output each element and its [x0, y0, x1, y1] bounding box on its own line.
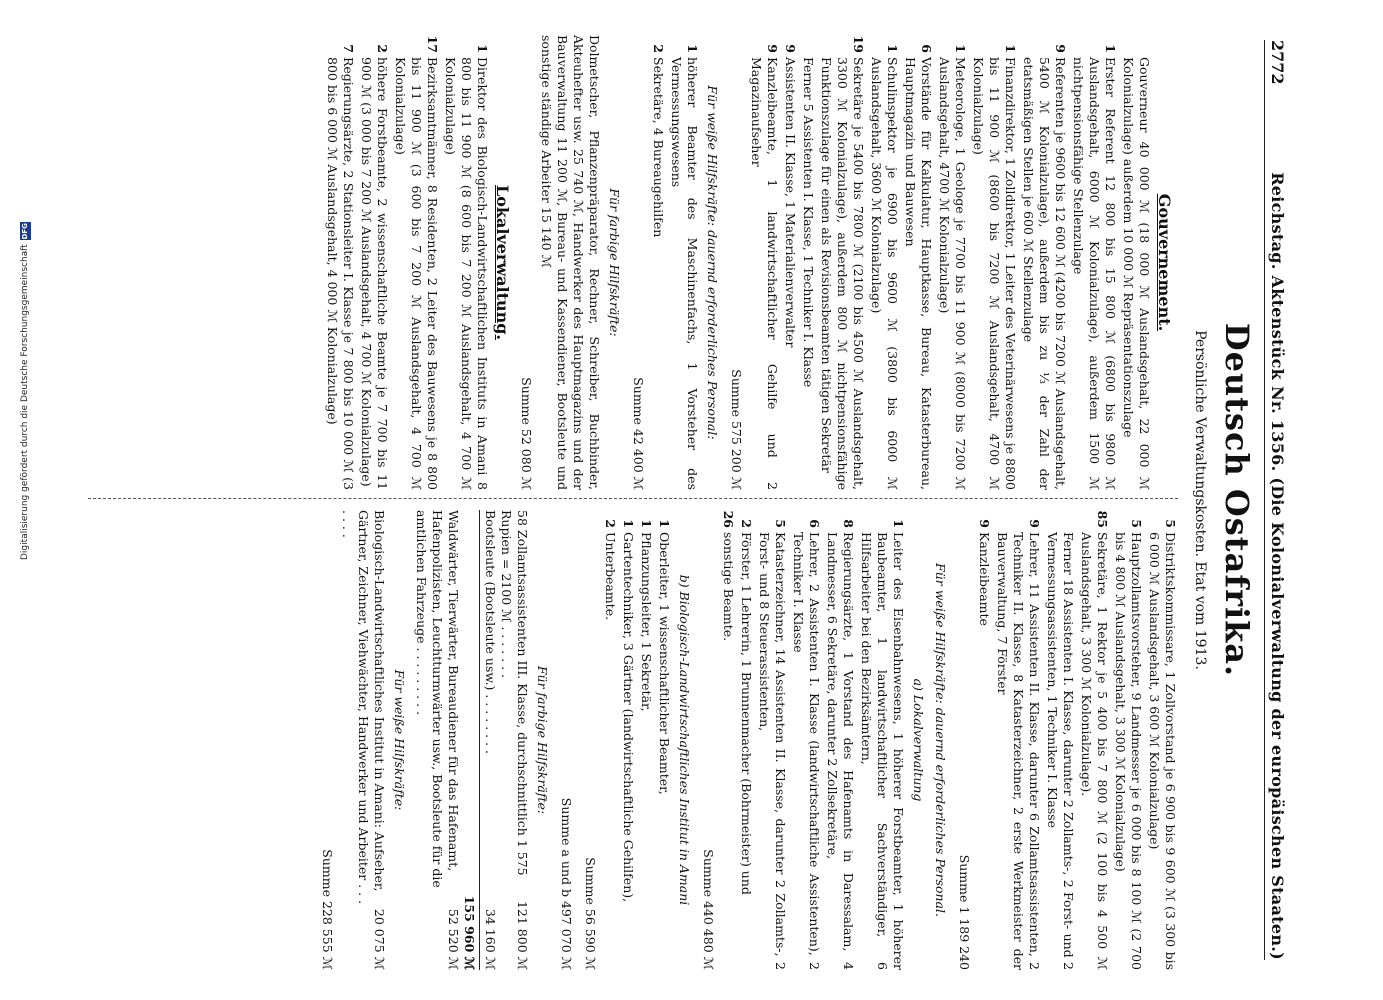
item-count: 5 [773, 519, 788, 528]
list-item [868, 35, 900, 490]
item-count: 1 [685, 44, 700, 53]
item-text: Erster Referent 12 800 bis 15 800 ℳ (6800 bis 9800 ℳ Auslandsgehalt, 6000 ℳ Kolonialzulage), außerdem 1500 ℳ nichtpensionsfähige Stellenzulage [1071, 57, 1118, 490]
item-count [1044, 510, 1076, 528]
item-count: 1 [885, 44, 900, 53]
item-text: Lehrer, 11 Assistenten II. Klasse, darunter 6 Zollamtsassistenten, 2 Techniker II. Klasse, 8 Katasterzeichner, 2 erste Werkmeister der Bauverwaltung, 7 Förster [995, 532, 1042, 970]
sum-row-label: 58 Zollamtsassistenten III. Klasse, durchschnittlich 1 575 Rupien = 2100 ℳ . . . . . . . [499, 510, 530, 876]
item-text: Regierungsärzte, 1 Vorstand des Hafenamts in Daressalam, 4 Landmesser, 6 Sekretäre, darunter 2 Zollsekretäre, [825, 532, 856, 970]
section-heading-farbige: Für farbige Hilfskräfte: [535, 665, 550, 815]
item-count: 6 [807, 519, 822, 528]
list-item [824, 510, 856, 970]
item-count: 26 [721, 510, 736, 528]
item-text: Direktor des Biologisch-Landwirtschaftlichen Instituts in Amani 8 800 bis 11 900 ℳ (8 600 bis 7 200 ℳ Auslandsgehalt, 4 700 ℳ Kolonialzulage) [443, 57, 490, 490]
list-item [602, 510, 618, 970]
item-count: 9 [1027, 519, 1042, 528]
list-item [902, 35, 934, 490]
item-count [1120, 35, 1152, 53]
item-text: Sekretäre, 1 Rektor je 5 400 bis 7 800 ℳ (2 100 bis 4 500 ℳ Auslandsgehalt, 3 300 ℳ Kolonialzulage). [1079, 532, 1110, 970]
item-count: 1 [891, 519, 906, 528]
list-item [748, 35, 780, 490]
list-item [720, 510, 736, 970]
item-count: 1 [621, 519, 636, 528]
final-sum: Summe 228 555 ℳ [320, 849, 335, 970]
section-heading-farbige: Für farbige Hilfskräfte: [607, 188, 622, 337]
list-item [656, 510, 672, 970]
farbige-rows [482, 510, 530, 970]
right-column [311, 510, 1178, 970]
item-text: Pflanzungsleiter, 1 Sekretär, [639, 532, 654, 712]
sum: Summe 52 080 ℳ [519, 377, 534, 490]
sum: Summe 575 200 ℳ [729, 369, 744, 490]
left-weisse-items [650, 35, 700, 490]
list-item [790, 510, 822, 970]
item-count: 5 [1163, 519, 1178, 528]
section-heading-weisse: Für weiße Hilfskräfte: dauernd erforderliches Personal. [933, 563, 948, 917]
item-text: höherer Beamter des Maschinenfachs, 1 Vorsteher des Vermessungswesens [669, 57, 700, 490]
subsection-heading-b: b) Biologisch-Landwirtschaftliches Institut in Amani [677, 574, 692, 906]
wald-row [413, 510, 461, 970]
item-text: Unterbeamte. [603, 532, 618, 621]
item-count: 9 [977, 519, 992, 528]
wald-text: Waldwärter, Tierwärter, Bureaudiener für das Hafenamt, Hafenpolizisten, Leuchtturmwärter usw., Bootsleute für die amtlichen Fahrzeuge . . . . . . . . . [414, 510, 461, 888]
list-item [994, 510, 1042, 970]
item-text: Ferner 18 Assistenten I. Klasse, darunter 2 Zollamts-, 2 Forst- und 2 Vermessungsassistenten, 1 Techniker I. Klasse [1045, 532, 1076, 970]
subsection-heading-a: a) Lokalverwaltung [911, 678, 926, 802]
item-text: Oberleiter, 1 wissenschaftlicher Beamter, [657, 532, 672, 795]
list-item [970, 35, 1018, 490]
item-text: Förster, 1 Lehrerin, 1 Brunnenmacher (Bohrmeister) und [739, 532, 754, 895]
item-text: Kanzleibeamte [977, 532, 992, 626]
item-text: Lehrer, 2 Assistenten I. Klasse (landwirtschaftliche Assistenten), 2 Techniker I. Klasse [791, 532, 822, 970]
left-items [748, 35, 1152, 490]
item-count: 1 [953, 44, 968, 53]
sum-row [482, 510, 498, 970]
item-text: Schulinspektor je 6900 bis 9600 ℳ (3800 bis 6000 ℳ Auslandsgehalt, 3600 ℳ Kolonialzulage) [869, 57, 900, 490]
list-item [392, 35, 440, 490]
item-text: Hauptzollamtsvorsteher, 9 Landmesser je 6 000 bis 8 100 ℳ (2 700 bis 4 800 ℳ Auslandsgehalt, 3 300 ℳ Kolonialzulage) [1113, 532, 1144, 970]
list-item [936, 35, 968, 490]
running-title: Reichstag. Aktenstück Nr. 1356. (Die Kolonialverwaltung der europäischen Staaten.) [1268, 172, 1287, 960]
sum: Summe 1 189 240 [957, 854, 972, 970]
left-column [322, 35, 1178, 490]
list-item [1070, 35, 1118, 490]
item-count: 1 [1103, 44, 1118, 53]
right-a-items [720, 510, 906, 970]
list-item [620, 510, 636, 970]
item-count: 1 [639, 519, 654, 528]
list-item [1044, 510, 1076, 970]
item-text: Finanzdirektor, 1 Zolldirektor, 1 Leiter des Veterinärwesens je 8800 bis 11 900 ℳ (8600 bis 7200 ℳ Auslandsgehalt, 4700 ℳ Kolonialzulage) [971, 57, 1018, 490]
list-item [1120, 35, 1152, 490]
item-text: Sekretäre, 4 Bureaugehilfen [651, 57, 666, 238]
item-text: Distriktskommissare, 1 Zollvorstand je 6 900 bis 9 600 ℳ (3 300 bis 6 000 ℳ Auslandsgehalt, 3 600 ℳ Kolonialzulage) [1147, 532, 1178, 970]
item-text: Kanzleibeamte, 1 landwirtschaftlicher Gehilfe und 2 Magazinaufseher [749, 57, 780, 490]
list-item [1112, 510, 1144, 970]
sum: Summe 42 400 ℳ [631, 377, 646, 490]
item-text: Assistenten II. Klasse, 1 Materialienverwalter [783, 57, 798, 348]
item-count: 85 [1095, 510, 1110, 528]
main-title: Deutsch Ostafrika. [1218, 322, 1256, 678]
paragraph: Dolmetscher, Pflanzenpräparator, Rechner, Schreiber, Buchbinder, Akteuhefter usw. 25 740 ℳ, Handwerker des Hauptmagazins und der Bauverwaltung 11 200 ℳ, Bureau- und Kassendiener, Bootsleute und sonstige ständige Arbeiter 15 140 ℳ [539, 35, 602, 490]
list-item [818, 35, 866, 490]
item-text: Sekretäre je 5400 bis 7800 ℳ (2100 bis 4500 ℳ Auslandsgehalt, 3300 ℳ Kolonialzulage), außerdem 800 ℳ nichtpensionsfähige Funktionszulage für einen als Revisionsbeamten tätigen Sekretär [819, 57, 866, 490]
credit-text: Digitalisierung gefördert durch die Deutsche Forschungsgemeinschaft [20, 244, 30, 560]
list-item [1078, 510, 1110, 970]
bio-value: 20 075 ℳ [372, 908, 387, 970]
list-item [1146, 510, 1178, 970]
subtitle: Persönliche Verwaltungskosten. Etat vom 1913. [1192, 330, 1208, 670]
item-text: Katasterzeichner, 14 Assistenten II. Klasse, darunter 2 Zollamts-, 2 Forst- und 8 Steuerassistenten, [757, 532, 788, 970]
item-text: Meteorologe, 1 Geologe je 7700 bis 11 900 ℳ (8000 bis 7200 ℳ Auslandsgehalt, 4700 ℳ Kolonialzulage) [937, 57, 968, 490]
item-text: Regierungsärzte, 2 Stationsleiter I. Klasse je 7 800 bis 10 000 ℳ (3 800 bis 6 000 ℳ Auslandsgehalt, 4 000 ℳ Kolonialzulage) [325, 57, 356, 490]
item-count: 2 [739, 519, 754, 528]
sum: Summe 440 480 ℳ [701, 849, 716, 970]
item-count: 2 [651, 44, 666, 53]
item-count: 9 [1053, 44, 1068, 53]
item-count: 2 [603, 519, 618, 528]
page-header [1264, 40, 1308, 960]
item-text: Ferner 5 Assistenten I. Klasse, 1 Techniker I. Klasse [801, 57, 816, 388]
left-lokal-items [324, 35, 490, 490]
farbige-total: 155 960 ℳ [461, 510, 480, 970]
section-heading-lokalverwaltung: Lokalverwaltung. [493, 185, 512, 340]
item-text: Referenten je 9600 bis 12 600 ℳ (4200 bis 7200 ℳ Auslandsgehalt, 5400 ℳ Kolonialzulage), außerdem bis zu ⅓ der Zahl der etatsmäßigen Stellen je 600 ℳ Stellenzulage [1021, 57, 1068, 490]
list-item [358, 35, 390, 490]
column-divider [88, 498, 1178, 499]
item-text: Gouverneur 40 000 ℳ (18 000 ℳ Auslandsgehalt, 22 000 ℳ Kolonialzulage) außerdem 10 000 ℳ Repräsentationszulage [1121, 57, 1152, 490]
item-count: 1 [657, 519, 672, 528]
page-number: 2772 [1268, 40, 1287, 85]
footer-credit [18, 130, 32, 560]
section-heading-weisse-2: Für weiße Hilfskräfte: [392, 669, 407, 811]
item-text: höhere Forstbeamte, 2 wissenschaftliche Beamte je 7 700 bis 11 900 ℳ (3 000 bis 7 200 ℳ Auslandsgehalt, 4 700 ℳ Kolonialzulage) [359, 57, 390, 490]
list-item [858, 510, 906, 970]
list-item [442, 35, 490, 490]
bio-row [339, 510, 387, 970]
dfg-logo: DFG [20, 223, 29, 240]
list-item [324, 35, 356, 490]
item-count: 9 [765, 44, 780, 53]
item-text: Bezirksamtmänner, 8 Residenten, 2 Leiter des Bauwesens je 8 800 bis 11 900 ℳ (3 600 bis 7 200 ℳ Auslandsgehalt, 4 700 ℳ Kolonialzulage) [393, 57, 440, 490]
item-count: 1 [475, 44, 490, 53]
list-item [738, 510, 754, 970]
item-count: 8 [841, 519, 856, 528]
item-count: 9 [783, 44, 798, 53]
right-items [976, 510, 1178, 970]
item-count: 7 [341, 44, 356, 53]
item-count: 6 [919, 44, 934, 53]
item-count: 19 [851, 35, 866, 53]
item-count: 2 [375, 44, 390, 53]
list-item [1020, 35, 1068, 490]
item-count: 5 [1129, 519, 1144, 528]
item-text: Gartentechniker, 3 Gärtner (landwirtschaftliche Gehilfen), [621, 532, 636, 903]
item-text: Leiter des Eisenbahnwesens, 1 höherer Forstbeamter, 1 höherer Baubeamter, 1 landwirtschaftlicher Sachverständiger, 6 Hilfsarbeiter bei den Bezirksämtern, [859, 532, 906, 970]
item-text: Vorstände für Kalkulatur, Hauptkasse, Bureau, Katasterbureau, Hauptmagazin und Bauwesen [903, 57, 934, 490]
bio-text: Biologisch-Landwirtschaftliches Institut in Amani: Aufseher, Gärtner, Zeichner, Viehwächter, Handwerker und Arbeiter . . . . . . . [340, 510, 387, 905]
sum: Summe 56 590 ℳ [583, 857, 598, 970]
item-count: 1 [1003, 44, 1018, 53]
list-item [782, 35, 798, 490]
list-item [650, 35, 666, 490]
list-item [756, 510, 788, 970]
sum-row [498, 510, 530, 970]
item-count [800, 35, 816, 53]
item-count: 17 [425, 35, 440, 53]
list-item [638, 510, 654, 970]
sum-row-value: 121 800 ℳ [515, 900, 530, 970]
wald-value: 52 520 ℳ [446, 908, 461, 970]
section-heading-gouvernement: Gouvernement. [1155, 193, 1174, 332]
right-b-items [602, 510, 672, 970]
sum-row-label: Bootsleute (Bootsleute usw.) . . . . . . . . [483, 510, 498, 755]
list-item [976, 510, 992, 970]
section-heading-weisse: Für weiße Hilfskräfte: dauernd erforderliches Personal: [705, 85, 720, 440]
sum-row-value: 34 160 ℳ [483, 908, 498, 970]
item-text: sonstige Beamte. [721, 532, 736, 642]
list-item [800, 35, 816, 490]
list-item [668, 35, 700, 490]
sum-total-ab: Summe a und b 497 070 ℳ [559, 797, 574, 970]
